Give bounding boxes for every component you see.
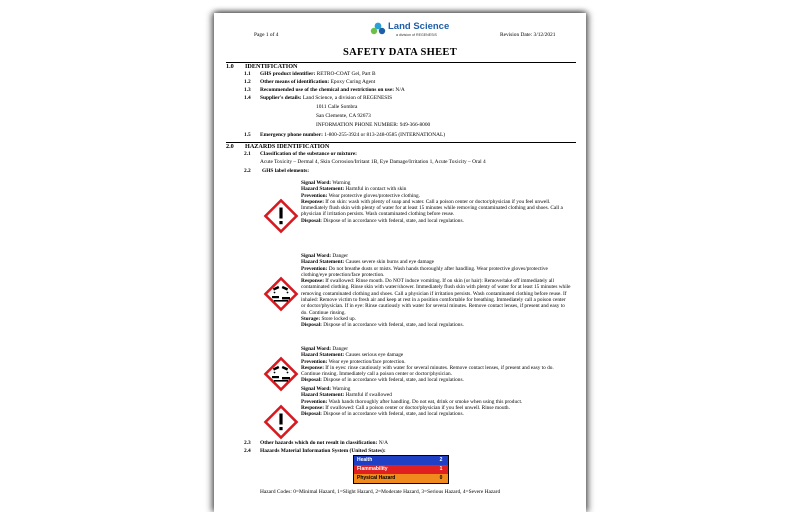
item-label: Emergency phone number: [260, 132, 323, 138]
label-block [301, 253, 571, 329]
hmis-value: 2 [439, 457, 443, 463]
item-1-5 [260, 132, 445, 138]
item-label: Supplier's details: [260, 95, 302, 101]
company-logo [369, 20, 387, 43]
item-1-2 [260, 79, 375, 85]
item-number: 1.3 [244, 87, 251, 93]
address-line: 1011 Calle Sombra [316, 104, 358, 110]
corrosion-icon [262, 275, 300, 313]
field-label: Response: [301, 198, 324, 205]
logo-icon [369, 20, 387, 38]
corrosion-icon [262, 355, 300, 393]
hmis-table [353, 455, 449, 484]
disposal-text: Dispose of in accordance with federal, state, and local regulations. [323, 377, 464, 384]
prevention-text: Wear eye protection/face protection. [328, 358, 406, 365]
field-label: Storage: [301, 315, 321, 322]
exclamation-mark-icon [262, 197, 300, 235]
item-value: Land Science, a division of REGENESIS [302, 95, 393, 101]
field-label: Signal Word: [301, 180, 332, 186]
item-1-4 [260, 95, 392, 101]
item-number: 1.1 [244, 71, 251, 77]
sds-page [214, 13, 586, 512]
item-2-3 [260, 440, 388, 446]
signal-word: Warning [332, 180, 351, 186]
item-label: Recommended use of the chemical and restrictions on use: [260, 87, 395, 93]
hmis-value: 0 [439, 475, 443, 481]
signal-word: Warning [332, 386, 351, 392]
field-label: Response: [301, 278, 324, 285]
item-number: 1.2 [244, 79, 251, 85]
disposal-text: Dispose of in accordance with federal, state, and local regulations. [323, 411, 464, 418]
storage-text: Store locked up. [321, 315, 357, 322]
item-1-3 [260, 87, 405, 93]
field-label: Hazard Statement: [301, 352, 345, 359]
hazard-statement: Causes serious eye damage [345, 352, 404, 359]
item-number: 2.3 [244, 440, 251, 446]
item-2-1-label: Classification of the substance or mixture: [260, 151, 357, 157]
hmis-row-health [354, 456, 448, 465]
item-value: 1-800-255-3924 or 813-248-0585 (INTERNATIONAL) [324, 132, 446, 138]
hazard-statement: Harmful if swallowed [345, 392, 392, 399]
field-label: Hazard Statement: [301, 392, 345, 399]
item-1-1 [260, 71, 376, 77]
label-block [301, 386, 571, 417]
hmis-row-physical [354, 474, 448, 483]
item-number: 2.1 [244, 151, 251, 157]
item-value: Epoxy Curing Agent [330, 79, 376, 85]
field-label: Hazard Statement: [301, 259, 345, 266]
hmis-name: Flammability [357, 466, 388, 472]
item-number: 1.4 [244, 95, 251, 101]
item-2-4-label: Hazards Material Information System (United States): [260, 448, 386, 454]
item-label: GHS product identifier: [260, 71, 316, 77]
page-number: Page 1 of 4 [254, 32, 279, 38]
item-number: 2.4 [244, 448, 251, 454]
prevention-text: Wash hands thoroughly after handling. Do not eat, drink or smoke when using this product. [328, 398, 523, 405]
logo-name: Land Science [388, 21, 450, 32]
field-label: Response: [301, 364, 324, 371]
item-number: 2.2 [244, 168, 251, 174]
hazard-statement: Harmful in contact with skin [345, 186, 407, 193]
classification-text: Acute Toxicity – Dermal 4, Skin Corrosion/Irritant 1B, Eye Damage/Irritation 1, Acute Toxicity – Oral 4 [260, 159, 486, 165]
hazard-codes: Hazard Codes: 0=Minimal Hazard, 1=Slight Hazard, 2=Moderate Hazard, 3=Serious Hazard, 4=Severe Hazard [260, 489, 501, 495]
hmis-row-flammability [354, 465, 448, 474]
field-label: Signal Word: [301, 386, 332, 392]
label-block [301, 346, 571, 384]
field-label: Hazard Statement: [301, 186, 345, 193]
exclamation-mark-icon [262, 403, 300, 441]
prevention-text: Wear protective gloves/protective clothing. [328, 192, 420, 199]
item-value: RETRO-COAT Gel, Part B [316, 71, 376, 77]
address-line: INFORMATION PHONE NUMBER: 949-366-8000 [316, 122, 431, 128]
section-2-title: HAZARDS IDENTIFICATION [245, 143, 330, 150]
response-text: If swallowed: Rinse mouth. Do NOT induce vomiting. If on skin (or hair): Remove/take off immediately all contaminated clothing. Rinse skin with water/shower. Immediately flush skin with plenty of water for at least 15 minutes while removing contaminated clothing and shoes. Call a physician if irritation persists. Wash contaminated clothing before reuse. If inhaled: Remove victim to fresh air and keep at rest in a position comfortable for breathing. Immediately call a poison center or doctor/physician. If in eye: Rinse cautiously with water for several minutes. Remove contact lenses, if present and easy to do. Continue rinsing. [301, 278, 571, 316]
section-1-title: IDENTIFICATION [245, 63, 298, 70]
field-label: Disposal: [301, 217, 322, 224]
logo-subtitle: a division of REGENESIS [396, 33, 437, 37]
response-text: If swallowed: Call a poison center or doctor/physician if you feel unwell. Rinse mouth. [325, 404, 510, 411]
disposal-text: Dispose of in accordance with federal, state, and local regulations. [323, 217, 464, 224]
item-2-2-label: GHS label elements: [262, 168, 310, 174]
item-value: N/A [395, 87, 405, 93]
response-text: If on skin: wash with plenty of soap and water. Call a poison center or doctor/physician if you feel unwell. Immediately flush skin with plenty of water for at least 15 minutes while removing contaminated clothing and shoes. Call a physician if irritation persists. Wash contaminated clothing before reuse. [301, 198, 563, 218]
item-value: N/A [378, 440, 389, 446]
section-2-number: 2.0 [226, 143, 234, 150]
revision-date: Revision Date: 3/12/2021 [500, 32, 556, 38]
hmis-name: Health [357, 457, 373, 463]
hmis-name: Physical Hazard [357, 475, 396, 481]
prevention-text: Do not breathe dusts or mists. Wash hands thoroughly after handling. Wear protective gloves/protective clothing/eye protection/face protection. [301, 265, 548, 278]
signal-word: Danger [332, 346, 348, 352]
field-label: Prevention: [301, 398, 328, 405]
field-label: Prevention: [301, 192, 328, 199]
address-line: San Clemente, CA 92673 [316, 113, 371, 119]
field-label: Prevention: [301, 265, 328, 272]
disposal-text: Dispose of in accordance with federal, state, and local regulations. [323, 322, 464, 329]
item-label: Other hazards which do not result in classification: [260, 440, 378, 446]
document-title: SAFETY DATA SHEET [343, 47, 458, 58]
field-label: Disposal: [301, 377, 322, 384]
field-label: Response: [301, 404, 324, 411]
field-label: Disposal: [301, 322, 322, 329]
item-label: Other means of identification: [260, 79, 330, 85]
field-label: Signal Word: [301, 253, 332, 259]
response-text: If in eyes: rinse cautiously with water for several minutes. Remove contact lenses, if present and easy to do. Continue rinsing. Immediately call a poison center or doctor/physician. [301, 364, 554, 378]
field-label: Signal Word: [301, 346, 332, 352]
hmis-value: 1 [439, 466, 443, 472]
label-block [301, 180, 571, 224]
item-number: 1.5 [244, 132, 251, 138]
signal-word: Danger [332, 253, 348, 259]
field-label: Prevention: [301, 358, 328, 365]
field-label: Disposal: [301, 411, 322, 418]
section-1-number: 1.0 [226, 63, 234, 70]
hazard-statement: Causes severe skin burns and eye damage [345, 259, 434, 266]
